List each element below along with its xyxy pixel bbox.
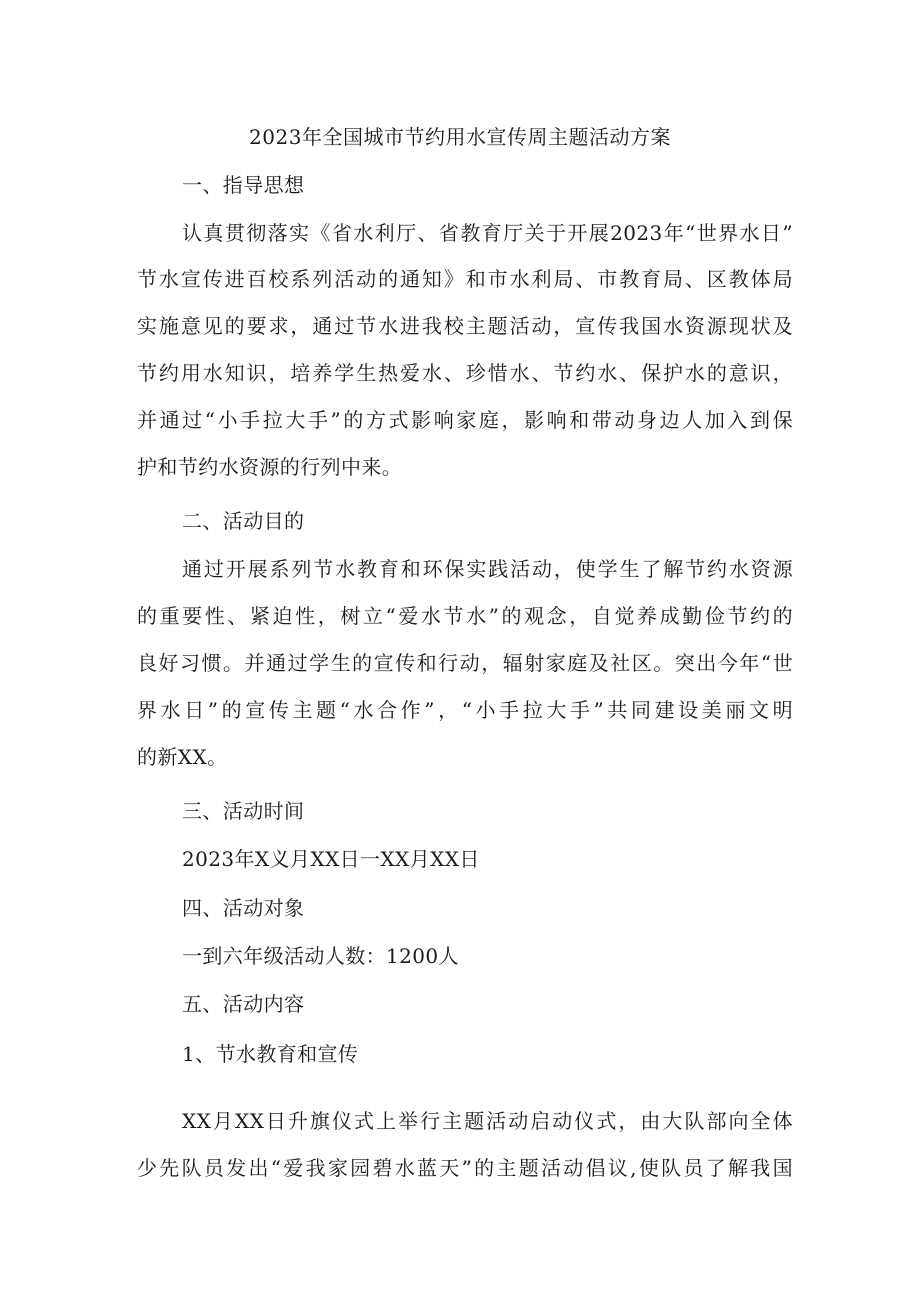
paragraph-line: 通过开展系列节水教育和环保实践活动，使学生了解节约水资源 — [182, 557, 793, 581]
section-heading-activity-time: 三、活动时间 — [182, 799, 305, 823]
paragraph-line: 认真贯彻落实《省水利厅、省教育厅关于开展2023年“世界水日” — [182, 221, 793, 245]
paragraph-line: 界水日”的宣传主题“水合作”，“小手拉大手”共同建设美丽文明 — [137, 698, 793, 722]
paragraph-line: 的重要性、紧迫性，树立“爱水节水”的观念，自觉养成勤俭节约的 — [137, 604, 793, 628]
document-title: 2023年全国城市节约用水宣传周主题活动方案 — [249, 125, 671, 149]
section-heading-activity-purpose: 二、活动目的 — [182, 509, 305, 533]
section-heading-activity-content: 五、活动内容 — [182, 992, 305, 1016]
subsection-heading: 1、节水教育和宣传 — [182, 1042, 359, 1066]
paragraph-line: 良好习惯。并通过学生的宣传和行动，辐射家庭及社区。突出今年“世 — [137, 651, 793, 675]
activity-time-text: 2023年X义月XX日一XX月XX日 — [182, 847, 480, 871]
paragraph-line: 节水宣传进百校系列活动的通知》和市水利局、市教育局、区教体局 — [137, 267, 793, 291]
paragraph-line: 节约用水知识，培养学生热爱水、珍惜水、节约水、保护水的意识， — [137, 361, 793, 385]
paragraph-line: 并通过“小手拉大手”的方式影响家庭，影响和带动身边人加入到保 — [137, 408, 793, 432]
paragraph-line: 实施意见的要求，通过节水进我校主题活动，宣传我国水资源现状及 — [137, 314, 793, 338]
paragraph-line: 的新XX。 — [137, 745, 228, 769]
paragraph-line: 护和节约水资源的行列中来。 — [137, 455, 403, 479]
activity-target-text: 一到六年级活动人数：1200人 — [182, 944, 459, 968]
paragraph-line: 少先队员发出“爱我家园碧水蓝天”的主题活动倡议,使队员了解我国 — [137, 1156, 793, 1180]
section-heading-activity-target: 四、活动对象 — [182, 896, 305, 920]
section-heading-guiding-ideology: 一、指导思想 — [182, 173, 305, 197]
paragraph-line: XX月XX日升旗仪式上举行主题活动启动仪式，由大队部向全体 — [182, 1109, 793, 1133]
